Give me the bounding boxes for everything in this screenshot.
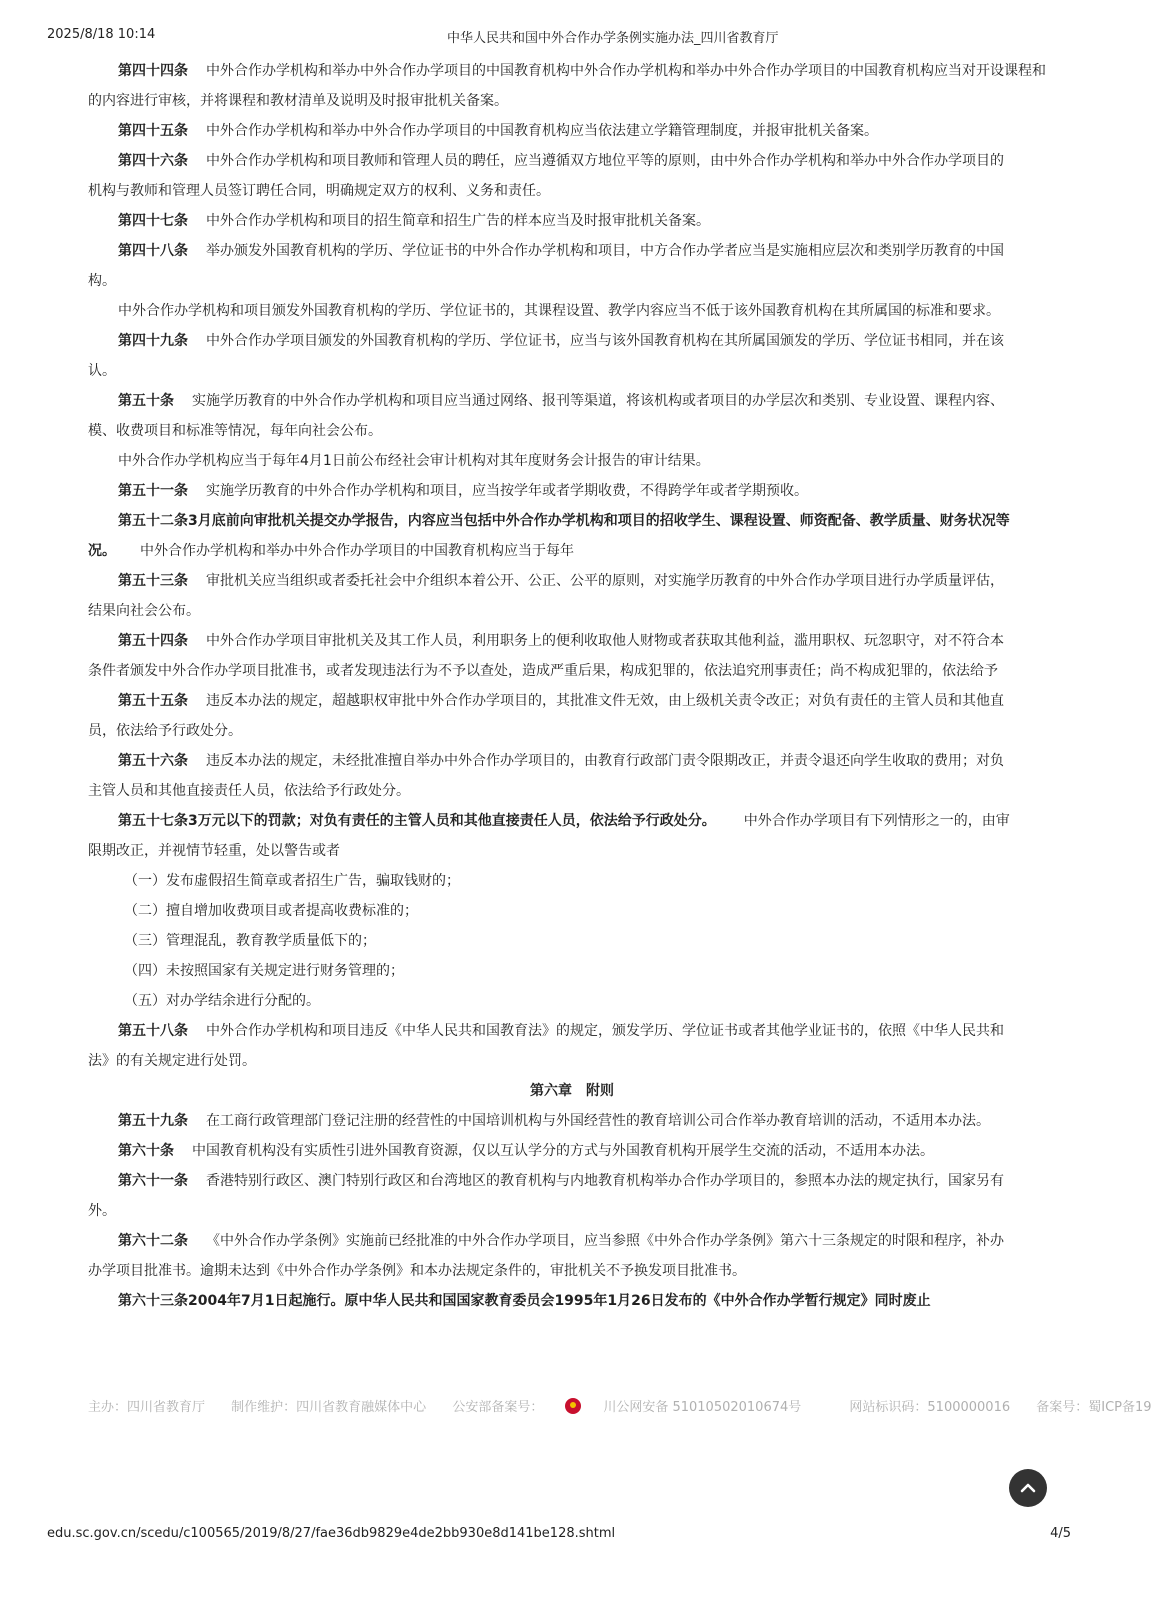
article-54-cont: 条件者颁发中外合作办学项目批准书，或者发现违法行为不予以查处，造成严重后果，构成犯罪的，依法追究刑事责任；尚不构成犯罪的，依法给予: [88, 663, 998, 679]
article-53-cont: 结果向社会公布。: [88, 603, 200, 619]
police-badge-icon: [565, 1398, 581, 1414]
footer-sponsor: 主办：四川省教育厅: [88, 1400, 206, 1415]
footer-icp[interactable]: 备案号：蜀ICP备19: [1036, 1400, 1152, 1415]
back-to-top-button[interactable]: [1009, 1469, 1047, 1507]
article-46: 第四十六条 中外合作办学机构和项目教师和管理人员的聘任，应当遵循双方地位平等的原则，由中外合作办学机构和举办中外合作办学项目的: [118, 153, 1004, 169]
list-item: （四）未按照国家有关规定进行财务管理的；: [124, 963, 404, 979]
article-60: 第六十条 中国教育机构没有实质性引进外国教育资源，仅以互认学分的方式与外国教育机构开展学生交流的活动，不适用本办法。: [118, 1143, 934, 1159]
article-48-cont: 构。: [88, 273, 116, 289]
article-57-cont: 限期改正，并视情节轻重，处以警告或者: [88, 843, 340, 859]
list-item: （三）管理混乱，教育教学质量低下的；: [124, 933, 376, 949]
list-item: （五）对办学结余进行分配的。: [124, 993, 320, 1009]
list-item: （一）发布虚假招生简章或者招生广告，骗取钱财的；: [124, 873, 460, 889]
article-content: [88, 56, 1056, 1316]
article-59: 第五十九条 在工商行政管理部门登记注册的经营性的中国培训机构与外国经营性的教育培训公司合作举办教育培训的活动，不适用本办法。: [118, 1113, 990, 1129]
chevron-up-icon: [1019, 1479, 1037, 1497]
article-46-cont: 机构与教师和管理人员签订聘任合同，明确规定双方的权利、义务和责任。: [88, 183, 550, 199]
site-footer: [88, 1396, 1152, 1418]
article-50-cont: 模、收费项目和标准等情况，每年向社会公布。: [88, 423, 382, 439]
footer-maintainer: 制作维护：四川省教育融媒体中心: [231, 1400, 427, 1415]
page-url: edu.sc.gov.cn/scedu/c100565/2019/8/27/fae36db9829e4de2bb930e8d141be128.shtml: [47, 1526, 616, 1541]
article-56-cont: 主管人员和其他直接责任人员，依法给予行政处分。: [88, 783, 410, 799]
article-56: 第五十六条 违反本办法的规定，未经批准擅自举办中外合作办学项目的，由教育行政部门责令限期改正，并责令退还向学生收取的费用；对负: [118, 753, 1004, 769]
article-58-cont: 法》的有关规定进行处罚。: [88, 1053, 256, 1069]
article-54: 第五十四条 中外合作办学项目审批机关及其工作人员，利用职务上的便利收取他人财物或者获取其他利益，滥用职权、玩忽职守，对不符合本: [118, 633, 1004, 649]
article-62-cont: 办学项目批准书。逾期未达到《中外合作办学条例》和本办法规定条件的，审批机关不予换发项目批准书。: [88, 1263, 746, 1279]
print-page-title: 中华人民共和国中外合作办学条例实施办法_四川省教育厅: [447, 31, 779, 46]
article-57: 第五十七条3万元以下的罚款；对负有责任的主管人员和其他直接责任人员，依法给予行政处分。 中外合作办学项目有下列情形之一的，由审: [118, 813, 1010, 829]
police-record-link[interactable]: 川公网安备 51010502010674号: [603, 1400, 802, 1415]
print-datetime: 2025/8/18 10:14: [47, 27, 156, 42]
article-61-cont: 外。: [88, 1203, 116, 1219]
article-44: 第四十四条 中外合作办学机构和举办中外合作办学项目的中国教育机构中外合作办学机构和举办中外合作办学项目的中国教育机构应当对开设课程和: [118, 63, 1046, 79]
article-48-para2: 中外合作办学机构和项目颁发外国教育机构的学历、学位证书的，其课程设置、教学内容应当不低于该外国教育机构在其所属国的标准和要求。: [118, 303, 1000, 319]
article-51: 第五十一条 实施学历教育的中外合作办学机构和项目，应当按学年或者学期收费，不得跨学年或者学期预收。: [118, 483, 808, 499]
article-49: 第四十九条 中外合作办学项目颁发的外国教育机构的学历、学位证书，应当与该外国教育机构在其所属国颁发的学历、学位证书相同，并在该: [118, 333, 1004, 349]
article-52: 第五十二条3月底前向审批机关提交办学报告，内容应当包括中外合作办学机构和项目的招收学生、课程设置、师资配备、教学质量、财务状况等: [118, 513, 1010, 529]
article-50: 第五十条 实施学历教育的中外合作办学机构和项目应当通过网络、报刊等渠道，将该机构或者项目的办学层次和类别、专业设置、课程内容、: [118, 393, 1004, 409]
article-58: 第五十八条 中外合作办学机构和项目违反《中华人民共和国教育法》的规定，颁发学历、学位证书或者其他学业证书的，依照《中华人民共和: [118, 1023, 1004, 1039]
chapter-heading: 第六章 附则: [530, 1083, 614, 1099]
article-47: 第四十七条 中外合作办学机构和项目的招生简章和招生广告的样本应当及时报审批机关备案。: [118, 213, 710, 229]
article-61: 第六十一条 香港特别行政区、澳门特别行政区和台湾地区的教育机构与内地教育机构举办合作办学项目的，参照本办法的规定执行，国家另有: [118, 1173, 1004, 1189]
footer-site-id: 网站标识码：5100000016: [849, 1400, 1011, 1415]
article-48: 第四十八条 举办颁发外国教育机构的学历、学位证书的中外合作办学机构和项目，中方合作办学者应当是实施相应层次和类别学历教育的中国: [118, 243, 1004, 259]
article-52-cont: 况。 中外合作办学机构和举办中外合作办学项目的中国教育机构应当于每年: [88, 543, 574, 559]
print-footer: [47, 1526, 1083, 1546]
article-49-cont: 认。: [88, 363, 116, 379]
article-55: 第五十五条 违反本办法的规定，超越职权审批中外合作办学项目的，其批准文件无效，由上级机关责令改正；对负有责任的主管人员和其他直: [118, 693, 1004, 709]
article-53: 第五十三条 审批机关应当组织或者委托社会中介组织本着公开、公正、公平的原则，对实施学历教育的中外合作办学项目进行办学质量评估，: [118, 573, 1004, 589]
print-header: [47, 27, 1083, 47]
article-44-cont: 的内容进行审核，并将课程和教材清单及说明及时报审批机关备案。: [88, 93, 508, 109]
article-50-para2: 中外合作办学机构应当于每年4月1日前公布经社会审计机构对其年度财务会计报告的审计结果。: [118, 453, 710, 469]
list-item: （二）擅自增加收费项目或者提高收费标准的；: [124, 903, 418, 919]
page-number: 4/5: [1050, 1526, 1071, 1541]
article-63: 第六十三条2004年7月1日起施行。原中华人民共和国国家教育委员会1995年1月26日发布的《中外合作办学暂行规定》同时废止: [118, 1293, 931, 1309]
article-62: 第六十二条 《中外合作办学条例》实施前已经批准的中外合作办学项目，应当参照《中外合作办学条例》第六十三条规定的时限和程序，补办: [118, 1233, 1004, 1249]
article-45: 第四十五条 中外合作办学机构和举办中外合作办学项目的中国教育机构应当依法建立学籍管理制度，并报审批机关备案。: [118, 123, 878, 139]
article-55-cont: 员，依法给予行政处分。: [88, 723, 242, 739]
footer-police-record: 公安部备案号： 川公网安备 51010502010674号: [452, 1400, 802, 1415]
